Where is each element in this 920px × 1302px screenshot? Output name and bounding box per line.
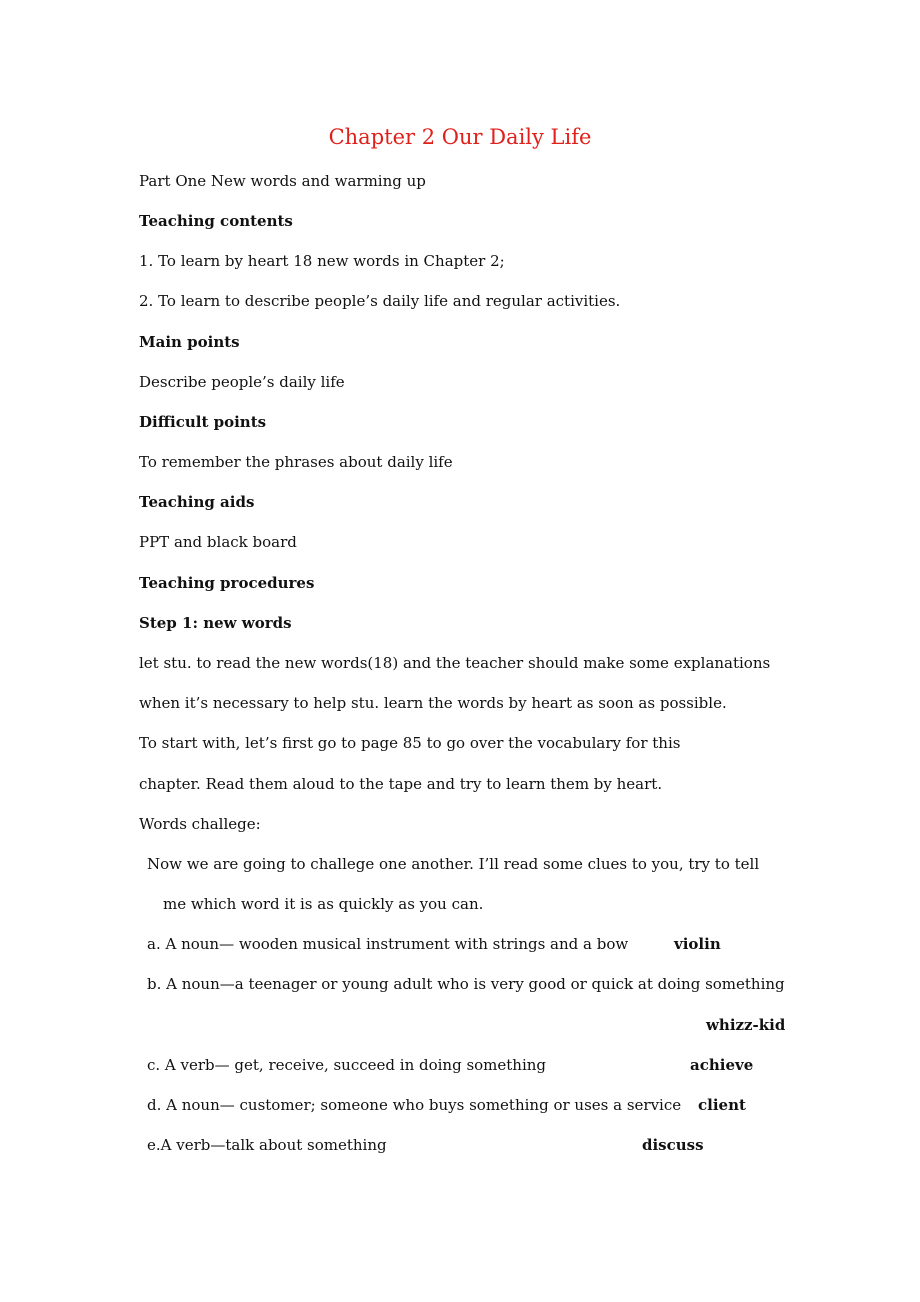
teaching-procedures-heading: Teaching procedures: [139, 574, 315, 592]
teaching-contents-heading: Teaching contents: [139, 212, 293, 230]
clue-answer: discuss: [642, 1136, 704, 1154]
difficult-points-heading: Difficult points: [139, 413, 267, 431]
contents-item-2: 2. To learn to describe people’s daily life and regular activities.: [139, 292, 621, 310]
teaching-aids-heading: Teaching aids: [139, 493, 255, 511]
clue-answer: whizz-kid: [706, 1016, 786, 1034]
part-heading: Part One New words and warming up: [139, 172, 426, 190]
main-points-text: Describe people’s daily life: [139, 373, 345, 391]
paragraph-line: let stu. to read the new words(18) and the teacher should make some explanations: [139, 654, 771, 672]
challenge-intro-line: Now we are going to challege one another. I’ll read some clues to you, try to tell: [147, 855, 760, 873]
clue-text: a. A noun— wooden musical instrument with strings and a bow: [147, 935, 629, 953]
challenge-intro-line: me which word it is as quickly as you can.: [163, 895, 484, 913]
clue-text: b. A noun—a teenager or young adult who is very good or quick at doing something: [147, 975, 785, 993]
page-title: Chapter 2 Our Daily Life: [328, 125, 592, 149]
step1-heading: Step 1: new words: [139, 614, 292, 632]
paragraph-line: To start with, let’s first go to page 85 to go over the vocabulary for this: [139, 734, 681, 752]
paragraph-line: chapter. Read them aloud to the tape and try to learn them by heart.: [139, 775, 663, 793]
clue-text: c. A verb— get, receive, succeed in doing something: [147, 1056, 547, 1074]
clue-text: e.A verb—talk about something: [147, 1136, 387, 1154]
difficult-points-text: To remember the phrases about daily life: [139, 453, 453, 471]
clue-answer: achieve: [690, 1056, 754, 1074]
clue-answer: client: [698, 1096, 746, 1114]
clue-text: d. A noun— customer; someone who buys something or uses a service: [147, 1096, 682, 1114]
main-points-heading: Main points: [139, 333, 240, 351]
clue-answer: violin: [674, 935, 721, 953]
contents-item-1: 1. To learn by heart 18 new words in Chapter 2;: [139, 252, 505, 270]
teaching-aids-text: PPT and black board: [139, 533, 297, 551]
words-challenge-label: Words challege:: [139, 815, 261, 833]
paragraph-line: when it’s necessary to help stu. learn the words by heart as soon as possible.: [139, 694, 727, 712]
